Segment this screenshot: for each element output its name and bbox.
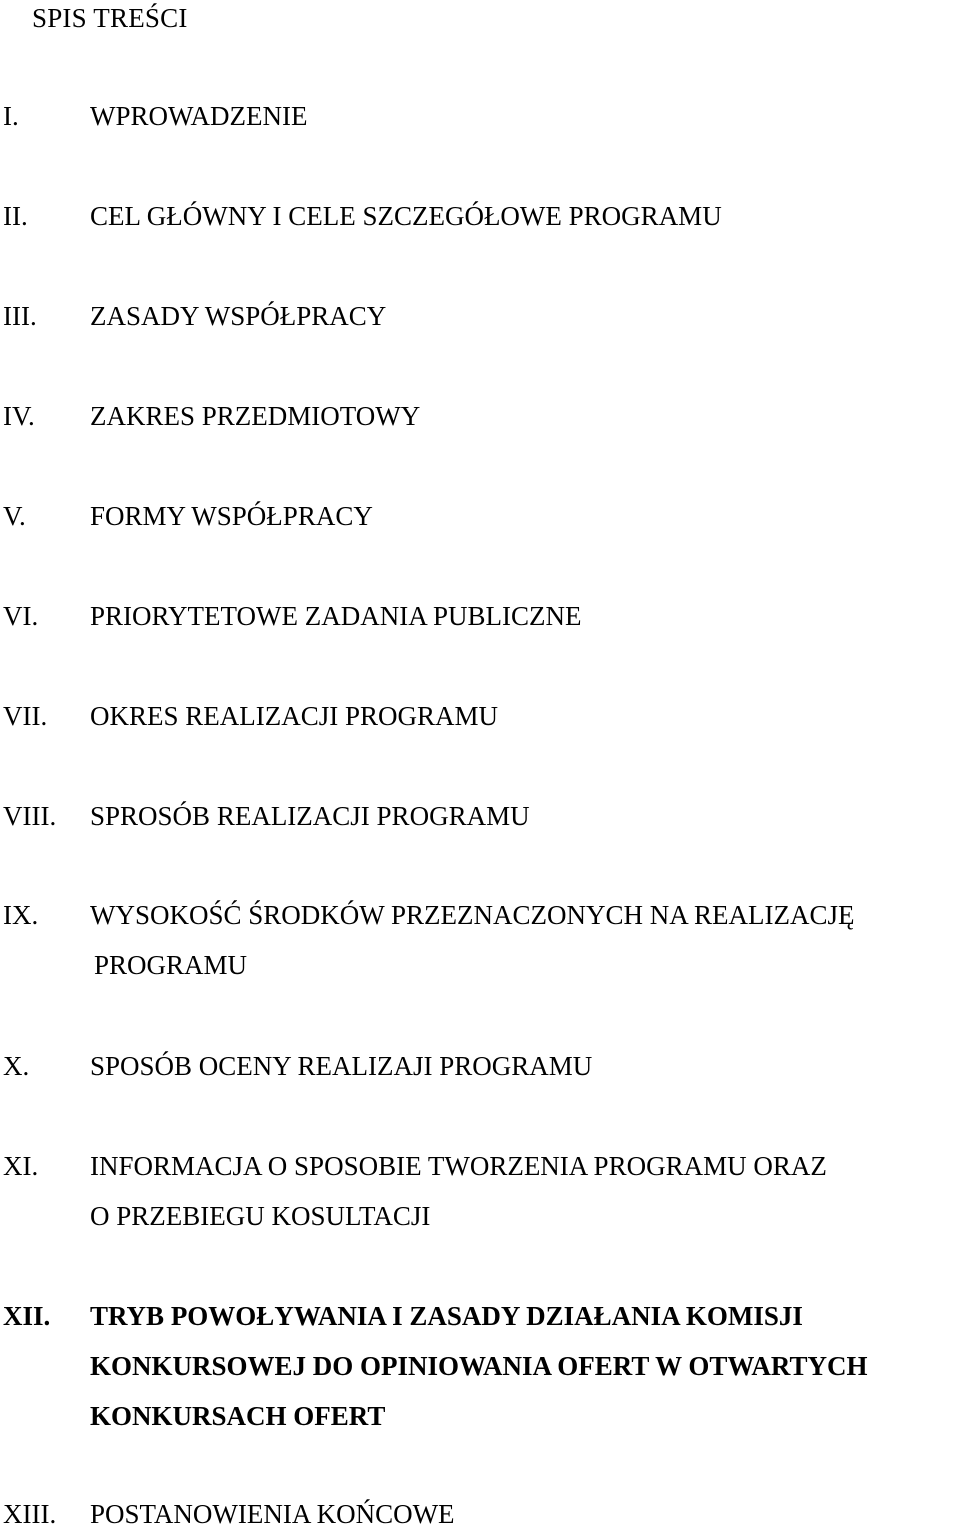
toc-entry-label <box>90 1498 958 1530</box>
toc-entry-number: VII. <box>3 701 48 731</box>
toc-title: SPIS TREŚCI <box>32 3 188 33</box>
toc-entry-number: I. <box>3 101 19 131</box>
toc-entry-line: KONKURSOWEJ DO OPINIOWANIA OFERT W OTWARTYCH <box>90 1351 868 1381</box>
toc-entry-number: XIII. <box>3 1499 57 1529</box>
toc-entry-number: XI. <box>3 1151 39 1181</box>
toc-entry-line: KONKURSACH OFERT <box>90 1401 386 1431</box>
toc-entry-line: WPROWADZENIE <box>90 101 308 131</box>
toc-entry-label <box>90 400 958 432</box>
toc-entry-label <box>90 300 958 332</box>
toc-entry-number: XII. <box>3 1301 51 1331</box>
toc-entry-label <box>90 700 958 732</box>
toc-entry-line: ZASADY WSPÓŁPRACY <box>90 301 387 331</box>
toc-entry-line: SPROSÓB REALIZACJI PROGRAMU <box>90 801 530 831</box>
toc-entry-line: PRIORYTETOWE ZADANIA PUBLICZNE <box>90 601 582 631</box>
toc-entry-line: WYSOKOŚĆ ŚRODKÓW PRZEZNACZONYCH NA REALIZACJĘ <box>90 900 855 930</box>
toc-entry-label <box>90 600 958 632</box>
toc-entry-label <box>90 1141 958 1241</box>
toc-entry-number: III. <box>3 301 37 331</box>
toc-entry-number: IV. <box>3 401 35 431</box>
toc-entry-label <box>90 890 958 990</box>
toc-entry-number: II. <box>3 201 28 231</box>
toc-entry-label <box>90 1291 958 1441</box>
toc-entry-number: IX. <box>3 900 39 930</box>
toc-entry-number: VI. <box>3 601 39 631</box>
toc-entry-number: VIII. <box>3 801 57 831</box>
toc-entry-line: FORMY WSPÓŁPRACY <box>90 501 373 531</box>
toc-entry-label <box>90 800 958 832</box>
toc-entry-number: X. <box>3 1051 30 1081</box>
toc-entry-line: CEL GŁÓWNY I CELE SZCZEGÓŁOWE PROGRAMU <box>90 201 722 231</box>
toc-entry-label <box>90 500 958 532</box>
toc-entry-number: V. <box>3 501 26 531</box>
toc-entry-label <box>90 200 958 232</box>
toc-entry-line: TRYB POWOŁYWANIA I ZASADY DZIAŁANIA KOMISJI <box>90 1301 803 1331</box>
toc-entry-label <box>90 1050 958 1082</box>
toc-entry-line: ZAKRES PRZEDMIOTOWY <box>90 401 421 431</box>
toc-entry-line: SPOSÓB OCENY REALIZAJI PROGRAMU <box>90 1051 593 1081</box>
toc-entry-line: OKRES REALIZACJI PROGRAMU <box>90 701 499 731</box>
toc-entry-line: PROGRAMU <box>94 950 248 980</box>
toc-entry-line: POSTANOWIENIA KOŃCOWE <box>90 1499 455 1529</box>
toc-entry-line: INFORMACJA O SPOSOBIE TWORZENIA PROGRAMU ORAZ <box>90 1151 827 1181</box>
toc-entry-label <box>90 100 958 132</box>
toc-entry-line: O PRZEBIEGU KOSULTACJI <box>90 1201 431 1231</box>
